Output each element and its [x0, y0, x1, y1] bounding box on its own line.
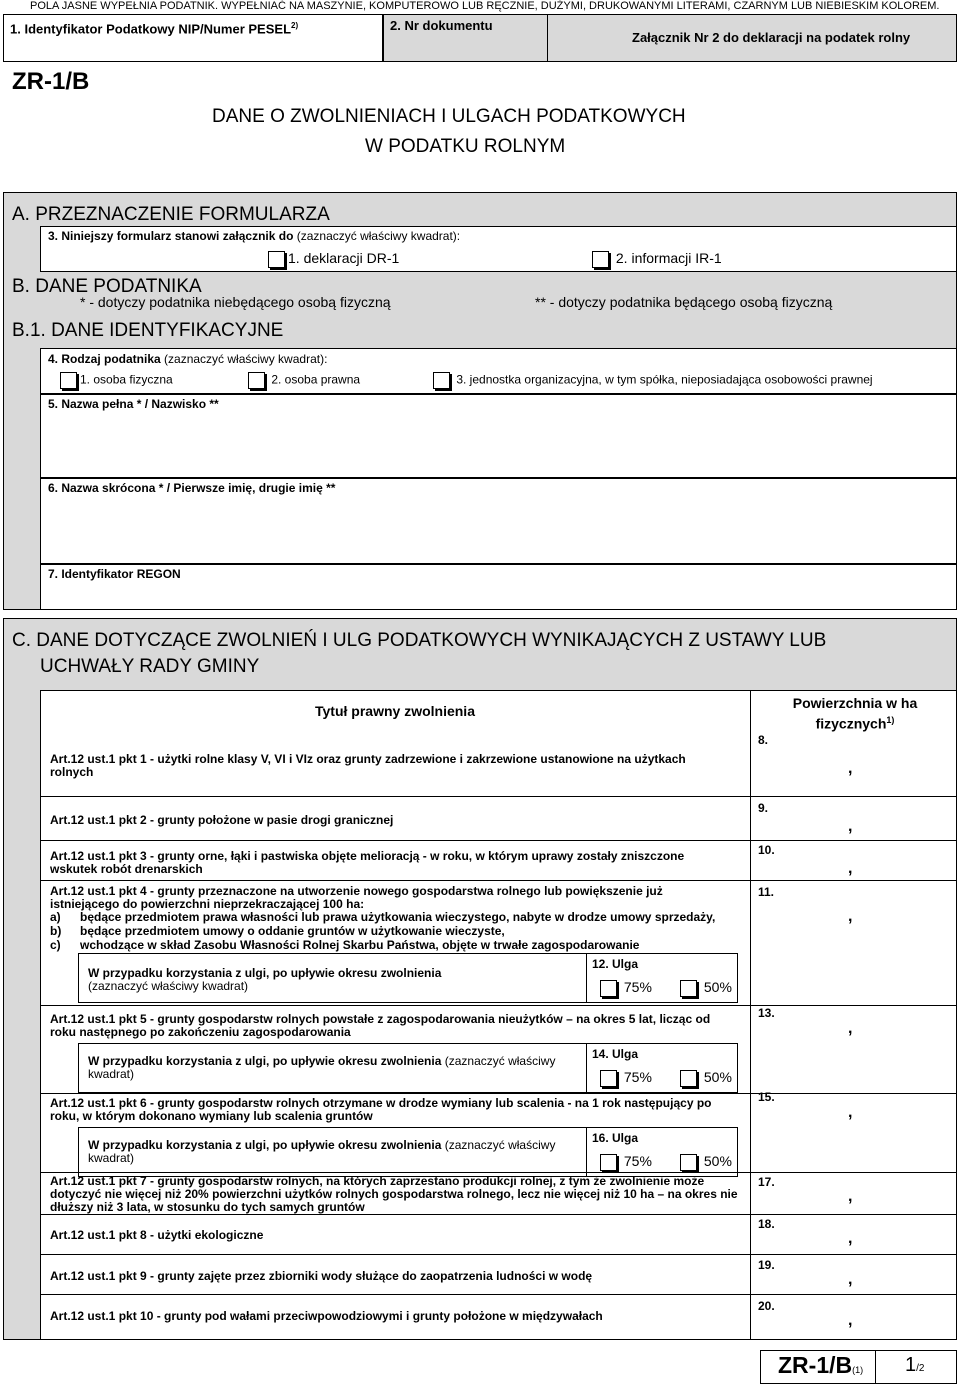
row-13-number: 13.: [758, 1006, 775, 1020]
row-18-value[interactable]: ,: [848, 1230, 853, 1247]
ulga-14-option-75[interactable]: 75%: [600, 1069, 652, 1087]
row-13-value[interactable]: ,: [848, 1020, 853, 1037]
row-10-value[interactable]: ,: [848, 860, 853, 877]
option-organizational-unit[interactable]: 3. jednostka organizacyjna, w tym spółka, nieposiadająca osobowości prawnej: [433, 372, 873, 389]
checkbox-icon[interactable]: [60, 372, 77, 389]
ulga-12-number: 12. Ulga: [592, 957, 639, 971]
row-pkt5-text: Art.12 ust.1 pkt 5 - grunty gospodarstw rolnych powstałe z zagospodarowania nieużytków – na okres 5 lat, licząc od roku następnego po zakończeniu zagospodarowania: [50, 1012, 711, 1039]
checkbox-icon[interactable]: [592, 251, 609, 268]
row-pkt6-text: Art.12 ust.1 pkt 6 - grunty gospodarstw rolnych otrzymane w drodze wymiany lub scalenia - na 1 rok następujący po roku, w którym dokonano wymiany lub scalenia gruntów: [50, 1096, 712, 1123]
row-10-number: 10.: [758, 843, 775, 857]
col-header-area: Powierzchnia w ha fizycznych$^{1)}$: [792, 695, 918, 732]
ulga-16-option-75[interactable]: 75%: [600, 1153, 652, 1171]
row-pkt4-item-c: c) wchodzące w skład Zasobu Własności Rolnej Skarbu Państwa, objęte w trwałe zagospodarowanie: [50, 938, 640, 952]
row-8-value[interactable]: ,: [848, 760, 853, 777]
col-header-title: Tytuł prawny zwolnienia: [315, 703, 475, 719]
row-pkt7-text: Art.12 ust.1 pkt 7 - grunty gospodarstw rolnych, na których zaprzestano produkcji rolnej, z tym że zwolnienie może dotyczyć nie więcej niż 20% powierzchni użytków rolnych gospodarstwa rolnego, lecz nie więcej niż 10 ha – na okres nie dłuższy niż 3 lata, w stosunku do tych samych gruntów: [50, 1174, 738, 1214]
ulga-12-option-50[interactable]: 50%: [680, 979, 732, 997]
form-code: ZR-1/B: [12, 68, 90, 95]
checkbox-icon[interactable]: [680, 1154, 697, 1171]
checkbox-icon[interactable]: [433, 372, 450, 389]
field-6-label: 6. Nazwa skrócona * / Pierwsze imię, drugie imię **: [48, 481, 336, 495]
note-natural-person: ** - dotyczy podatnika będącego osobą fizyczną: [535, 294, 833, 310]
row-20-value[interactable]: ,: [848, 1312, 853, 1329]
checkbox-icon[interactable]: [600, 1154, 617, 1171]
row-18-number: 18.: [758, 1217, 775, 1231]
field-4-label: 4. Rodzaj podatnika (zaznaczyć właściwy kwadrat):: [48, 352, 328, 366]
checkbox-icon[interactable]: [248, 372, 265, 389]
option-dr1[interactable]: 1. deklaracji DR-1: [268, 250, 399, 268]
row-15-value[interactable]: ,: [848, 1104, 853, 1121]
note-non-natural-person: * - dotyczy podatnika niebędącego osobą fizyczną: [80, 294, 391, 310]
ulga-16-label: W przypadku korzystania z ulgi, po upływie okresu zwolnienia (zaznaczyć właściwy kwadrat): [88, 1138, 556, 1165]
field-7-label: 7. Identyfikator REGON: [48, 567, 181, 581]
ulga-14-option-50[interactable]: 50%: [680, 1069, 732, 1087]
nip-pesel-label: 1. Identyfikator Podatkowy NIP/Numer PESEL$^{2)}$: [10, 21, 299, 37]
row-pkt4-item-b: b) będące przedmiotem umowy o oddanie gruntów w użytkowanie wieczyste,: [50, 924, 505, 938]
ulga-12-label: W przypadku korzystania z ulgi, po upływie okresu zwolnienia (zaznaczyć właściwy kwadrat): [88, 966, 442, 993]
top-notice: POLA JASNE WYPEŁNIA PODATNIK. WYPEŁNIAĆ NA MASZYNIE, KOMPUTEROWO LUB RĘCZNIE, DUŻYMI, DRUKOWANYMI LITERAMI, CZARNYM LUB NIEBIESKIM KOLOREM.: [30, 0, 940, 12]
row-pkt2-text: Art.12 ust.1 pkt 2 - grunty położone w pasie drogi granicznej: [50, 813, 394, 827]
checkbox-icon[interactable]: [600, 1070, 617, 1087]
ulga-14-label: W przypadku korzystania z ulgi, po upływie okresu zwolnienia (zaznaczyć właściwy kwadrat): [88, 1054, 556, 1081]
form-title-line1: DANE O ZWOLNIENIACH I ULGACH PODATKOWYCH: [212, 106, 686, 127]
checkbox-icon[interactable]: [600, 980, 617, 997]
footer-form-code: ZR-1/B(1): [778, 1352, 864, 1378]
option-natural-person[interactable]: 1. osoba fizyczna: [60, 372, 173, 389]
ulga-16-number: 16. Ulga: [592, 1131, 639, 1145]
checkbox-icon[interactable]: [268, 251, 285, 268]
footer-page-number: 1/2: [905, 1354, 925, 1376]
option-ir1[interactable]: 2. informacji IR-1: [592, 250, 722, 268]
row-11-value[interactable]: ,: [848, 908, 853, 925]
section-b1-heading: B.1. DANE IDENTYFIKACYJNE: [12, 320, 284, 341]
row-19-number: 19.: [758, 1258, 775, 1272]
checkbox-icon[interactable]: [680, 980, 697, 997]
attachment-note: Załącznik Nr 2 do deklaracji na podatek rolny: [632, 30, 911, 45]
document-number-label: 2. Nr dokumentu: [390, 18, 493, 33]
row-15-number: 15.: [758, 1090, 775, 1104]
row-pkt4-text: Art.12 ust.1 pkt 4 - grunty przeznaczone na utworzenie nowego gospodarstwa rolnego lub powiększenie już istniejącego do powierzchni nieprzekraczającej 100 ha:: [50, 884, 663, 911]
form-title-line2: W PODATKU ROLNYM: [365, 136, 566, 157]
row-pkt4-item-a: a) będące przedmiotem prawa własności lub prawa użytkowania wieczystego, nabyte w drodze umowy sprzedaży,: [50, 910, 716, 924]
row-9-number: 9.: [758, 801, 769, 815]
row-19-value[interactable]: ,: [848, 1271, 853, 1288]
row-pkt8-text: Art.12 ust.1 pkt 8 - użytki ekologiczne: [50, 1228, 264, 1242]
row-17-value[interactable]: ,: [848, 1188, 853, 1205]
ulga-12-option-75[interactable]: 75%: [600, 979, 652, 997]
row-pkt9-text: Art.12 ust.1 pkt 9 - grunty zajęte przez zbiorniki wody służące do zaopatrzenia ludności w wodę: [50, 1269, 593, 1283]
ulga-14-number: 14. Ulga: [592, 1047, 639, 1061]
row-pkt3-text: Art.12 ust.1 pkt 3 - grunty orne, łąki i pastwiska objęte melioracją - w roku, w którym uprawy zostały zniszczone wskutek robót drenarskich: [50, 849, 685, 876]
section-b-heading: B. DANE PODATNIKA: [12, 276, 202, 297]
ulga-16-option-50[interactable]: 50%: [680, 1153, 732, 1171]
option-legal-person[interactable]: 2. osoba prawna: [248, 372, 360, 389]
row-20-number: 20.: [758, 1299, 775, 1313]
row-17-number: 17.: [758, 1175, 775, 1189]
checkbox-icon[interactable]: [680, 1070, 697, 1087]
section-a-heading: A. PRZEZNACZENIE FORMULARZA: [12, 204, 330, 225]
field-3-label: 3. Niniejszy formularz stanowi załącznik do (zaznaczyć właściwy kwadrat):: [48, 229, 461, 243]
row-9-value[interactable]: ,: [848, 818, 853, 835]
field-5-label: 5. Nazwa pełna * / Nazwisko **: [48, 397, 219, 411]
row-8-number: 8.: [758, 733, 769, 747]
section-c-heading-line2: UCHWAŁY RADY GMINY: [40, 656, 260, 677]
section-c-heading-line1: C. DANE DOTYCZĄCE ZWOLNIEŃ I ULG PODATKOWYCH WYNIKAJĄCYCH Z USTAWY LUB: [12, 630, 827, 651]
row-pkt1-text: Art.12 ust.1 pkt 1 - użytki rolne klasy V, VI i VIz oraz grunty zadrzewione i zakrzewione ustanowione na użytkach rolnych: [50, 752, 686, 779]
row-pkt10-text: Art.12 ust.1 pkt 10 - grunty pod wałami przeciwpowodziowymi i grunty położone w międzywałach: [50, 1309, 603, 1323]
row-11-number: 11.: [758, 885, 775, 899]
